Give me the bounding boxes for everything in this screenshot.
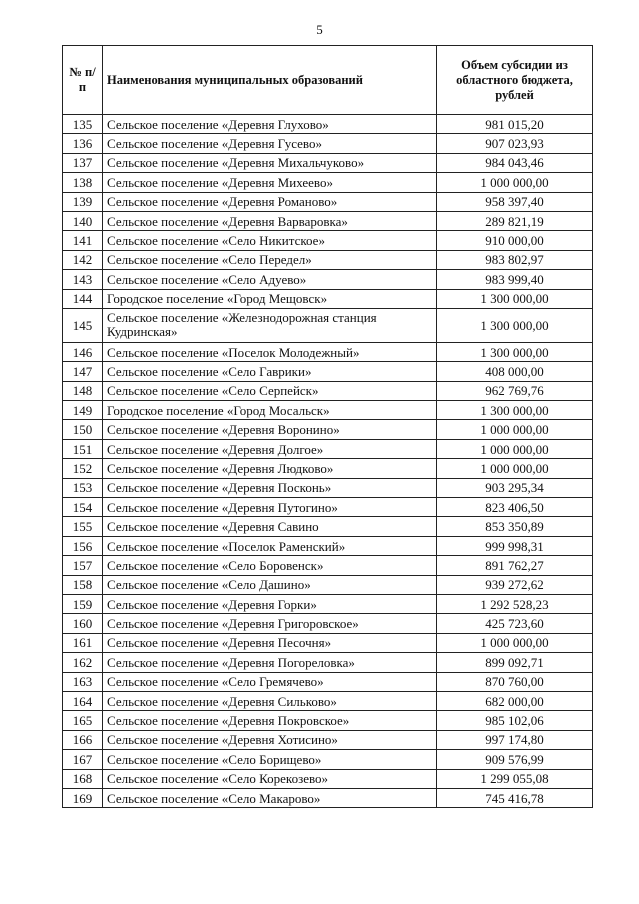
table-row	[63, 134, 593, 153]
table-row	[63, 711, 593, 730]
row-number: 162	[63, 653, 103, 672]
row-number: 157	[63, 556, 103, 575]
subsidy-amount: 1 000 000,00	[437, 173, 593, 192]
row-number: 155	[63, 517, 103, 536]
subsidy-amount: 823 406,50	[437, 498, 593, 517]
row-number: 164	[63, 691, 103, 710]
table-row	[63, 459, 593, 478]
header-amount: Объем субсидии из областного бюджета, рублей	[437, 46, 593, 115]
table-row	[63, 517, 593, 536]
municipality-name: Сельское поселение «Деревня Людково»	[103, 459, 437, 478]
table-row	[63, 691, 593, 710]
table-header-row	[63, 46, 593, 115]
table-row	[63, 769, 593, 788]
subsidy-amount: 958 397,40	[437, 192, 593, 211]
row-number: 143	[63, 270, 103, 289]
municipality-name: Сельское поселение «Деревня Григоровское»	[103, 614, 437, 633]
subsidy-amount: 1 000 000,00	[437, 633, 593, 652]
subsidy-amount: 1 300 000,00	[437, 289, 593, 308]
subsidy-amount: 899 092,71	[437, 653, 593, 672]
row-number: 142	[63, 250, 103, 269]
subsidy-amount: 870 760,00	[437, 672, 593, 691]
subsidy-amount: 682 000,00	[437, 691, 593, 710]
row-number: 169	[63, 788, 103, 807]
subsidy-amount: 745 416,78	[437, 788, 593, 807]
table-row	[63, 614, 593, 633]
subsidy-amount: 985 102,06	[437, 711, 593, 730]
subsidy-amount: 997 174,80	[437, 730, 593, 749]
row-number: 154	[63, 498, 103, 517]
table-row	[63, 788, 593, 807]
table-row	[63, 750, 593, 769]
row-number: 167	[63, 750, 103, 769]
table-row	[63, 153, 593, 172]
table-row	[63, 439, 593, 458]
municipality-name: Сельское поселение «Деревня Романово»	[103, 192, 437, 211]
row-number: 141	[63, 231, 103, 250]
municipality-name: Сельское поселение «Деревня Глухово»	[103, 115, 437, 134]
row-number: 159	[63, 594, 103, 613]
municipality-name: Сельское поселение «Деревня Горки»	[103, 594, 437, 613]
municipality-name: Сельское поселение «Деревня Долгое»	[103, 439, 437, 458]
row-number: 135	[63, 115, 103, 134]
subsidy-amount: 289 821,19	[437, 211, 593, 230]
row-number: 145	[63, 308, 103, 342]
municipality-name: Сельское поселение «Деревня Посконь»	[103, 478, 437, 497]
subsidy-amount: 983 999,40	[437, 270, 593, 289]
row-number: 136	[63, 134, 103, 153]
table-row	[63, 420, 593, 439]
municipality-name: Сельское поселение «Деревня Путогино»	[103, 498, 437, 517]
municipality-name: Сельское поселение «Деревня Михеево»	[103, 173, 437, 192]
row-number: 152	[63, 459, 103, 478]
subsidy-amount: 853 350,89	[437, 517, 593, 536]
subsidy-amount: 1 292 528,23	[437, 594, 593, 613]
row-number: 150	[63, 420, 103, 439]
row-number: 163	[63, 672, 103, 691]
table-row	[63, 498, 593, 517]
header-name: Наименования муниципальных образований	[103, 46, 437, 115]
table-row	[63, 362, 593, 381]
municipality-name: Сельское поселение «Деревня Песочня»	[103, 633, 437, 652]
subsidy-amount: 981 015,20	[437, 115, 593, 134]
subsidy-amount: 408 000,00	[437, 362, 593, 381]
subsidy-amount: 903 295,34	[437, 478, 593, 497]
subsidy-amount: 999 998,31	[437, 536, 593, 555]
subsidy-amount: 1 299 055,08	[437, 769, 593, 788]
municipality-name: Сельское поселение «Село Корекозево»	[103, 769, 437, 788]
subsidy-amount: 983 802,97	[437, 250, 593, 269]
table-row	[63, 270, 593, 289]
subsidy-amount: 1 000 000,00	[437, 439, 593, 458]
municipality-name: Сельское поселение «Деревня Воронино»	[103, 420, 437, 439]
row-number: 166	[63, 730, 103, 749]
subsidy-amount: 891 762,27	[437, 556, 593, 575]
table-row	[63, 536, 593, 555]
municipality-name: Сельское поселение «Село Борищево»	[103, 750, 437, 769]
subsidy-amount: 1 300 000,00	[437, 342, 593, 361]
row-number: 140	[63, 211, 103, 230]
table-row	[63, 192, 593, 211]
subsidy-amount: 425 723,60	[437, 614, 593, 633]
municipality-name: Сельское поселение «Село Боровенск»	[103, 556, 437, 575]
subsidy-amount: 939 272,62	[437, 575, 593, 594]
row-number: 138	[63, 173, 103, 192]
municipality-name: Сельское поселение «Село Макарово»	[103, 788, 437, 807]
table-body	[63, 115, 593, 808]
table-row	[63, 250, 593, 269]
municipality-name: Сельское поселение «Село Адуево»	[103, 270, 437, 289]
row-number: 165	[63, 711, 103, 730]
municipality-name: Сельское поселение «Деревня Хотисино»	[103, 730, 437, 749]
table-row	[63, 342, 593, 361]
header-number: № п/п	[63, 46, 103, 115]
table-row	[63, 173, 593, 192]
municipality-name: Сельское поселение «Деревня Савино	[103, 517, 437, 536]
table-row	[63, 115, 593, 134]
municipality-name: Сельское поселение «Село Дашино»	[103, 575, 437, 594]
municipality-name: Сельское поселение «Поселок Молодежный»	[103, 342, 437, 361]
municipality-name: Городское поселение «Город Мосальск»	[103, 401, 437, 420]
table-row	[63, 575, 593, 594]
row-number: 160	[63, 614, 103, 633]
row-number: 144	[63, 289, 103, 308]
subsidy-amount: 1 300 000,00	[437, 401, 593, 420]
table-row	[63, 633, 593, 652]
subsidy-amount: 907 023,93	[437, 134, 593, 153]
table-row	[63, 556, 593, 575]
municipality-name: Сельское поселение «Деревня Погореловка»	[103, 653, 437, 672]
row-number: 148	[63, 381, 103, 400]
row-number: 168	[63, 769, 103, 788]
subsidy-amount: 1 000 000,00	[437, 420, 593, 439]
table-row	[63, 231, 593, 250]
row-number: 149	[63, 401, 103, 420]
municipality-name: Сельское поселение «Деревня Варваровка»	[103, 211, 437, 230]
municipality-name: Сельское поселение «Село Серпейск»	[103, 381, 437, 400]
municipality-name: Сельское поселение «Село Передел»	[103, 250, 437, 269]
municipality-name: Сельское поселение «Село Гаврики»	[103, 362, 437, 381]
table-row	[63, 730, 593, 749]
subsidy-amount: 984 043,46	[437, 153, 593, 172]
municipality-name: Сельское поселение «Деревня Сильково»	[103, 691, 437, 710]
row-number: 139	[63, 192, 103, 211]
subsidy-amount: 910 000,00	[437, 231, 593, 250]
row-number: 158	[63, 575, 103, 594]
page-number: 5	[316, 22, 323, 37]
municipality-name: Сельское поселение «Село Гремячево»	[103, 672, 437, 691]
table-row	[63, 289, 593, 308]
subsidy-amount: 962 769,76	[437, 381, 593, 400]
municipality-name: Сельское поселение «Железнодорожная станция Кудринская»	[103, 308, 437, 342]
table-row	[63, 401, 593, 420]
table-row	[63, 211, 593, 230]
row-number: 161	[63, 633, 103, 652]
subsidy-table	[62, 45, 593, 808]
municipality-name: Сельское поселение «Деревня Гусево»	[103, 134, 437, 153]
row-number: 153	[63, 478, 103, 497]
municipality-name: Сельское поселение «Деревня Покровское»	[103, 711, 437, 730]
table-row	[63, 478, 593, 497]
subsidy-amount: 1 000 000,00	[437, 459, 593, 478]
municipality-name: Сельское поселение «Поселок Раменский»	[103, 536, 437, 555]
row-number: 151	[63, 439, 103, 458]
row-number: 146	[63, 342, 103, 361]
row-number: 147	[63, 362, 103, 381]
table-row	[63, 308, 593, 342]
subsidy-amount: 1 300 000,00	[437, 308, 593, 342]
subsidy-amount: 909 576,99	[437, 750, 593, 769]
row-number: 156	[63, 536, 103, 555]
table-row	[63, 594, 593, 613]
row-number: 137	[63, 153, 103, 172]
municipality-name: Сельское поселение «Деревня Михальчуково»	[103, 153, 437, 172]
table-row	[63, 653, 593, 672]
municipality-name: Сельское поселение «Село Никитское»	[103, 231, 437, 250]
municipality-name: Городское поселение «Город Мещовск»	[103, 289, 437, 308]
table-row	[63, 672, 593, 691]
table-row	[63, 381, 593, 400]
